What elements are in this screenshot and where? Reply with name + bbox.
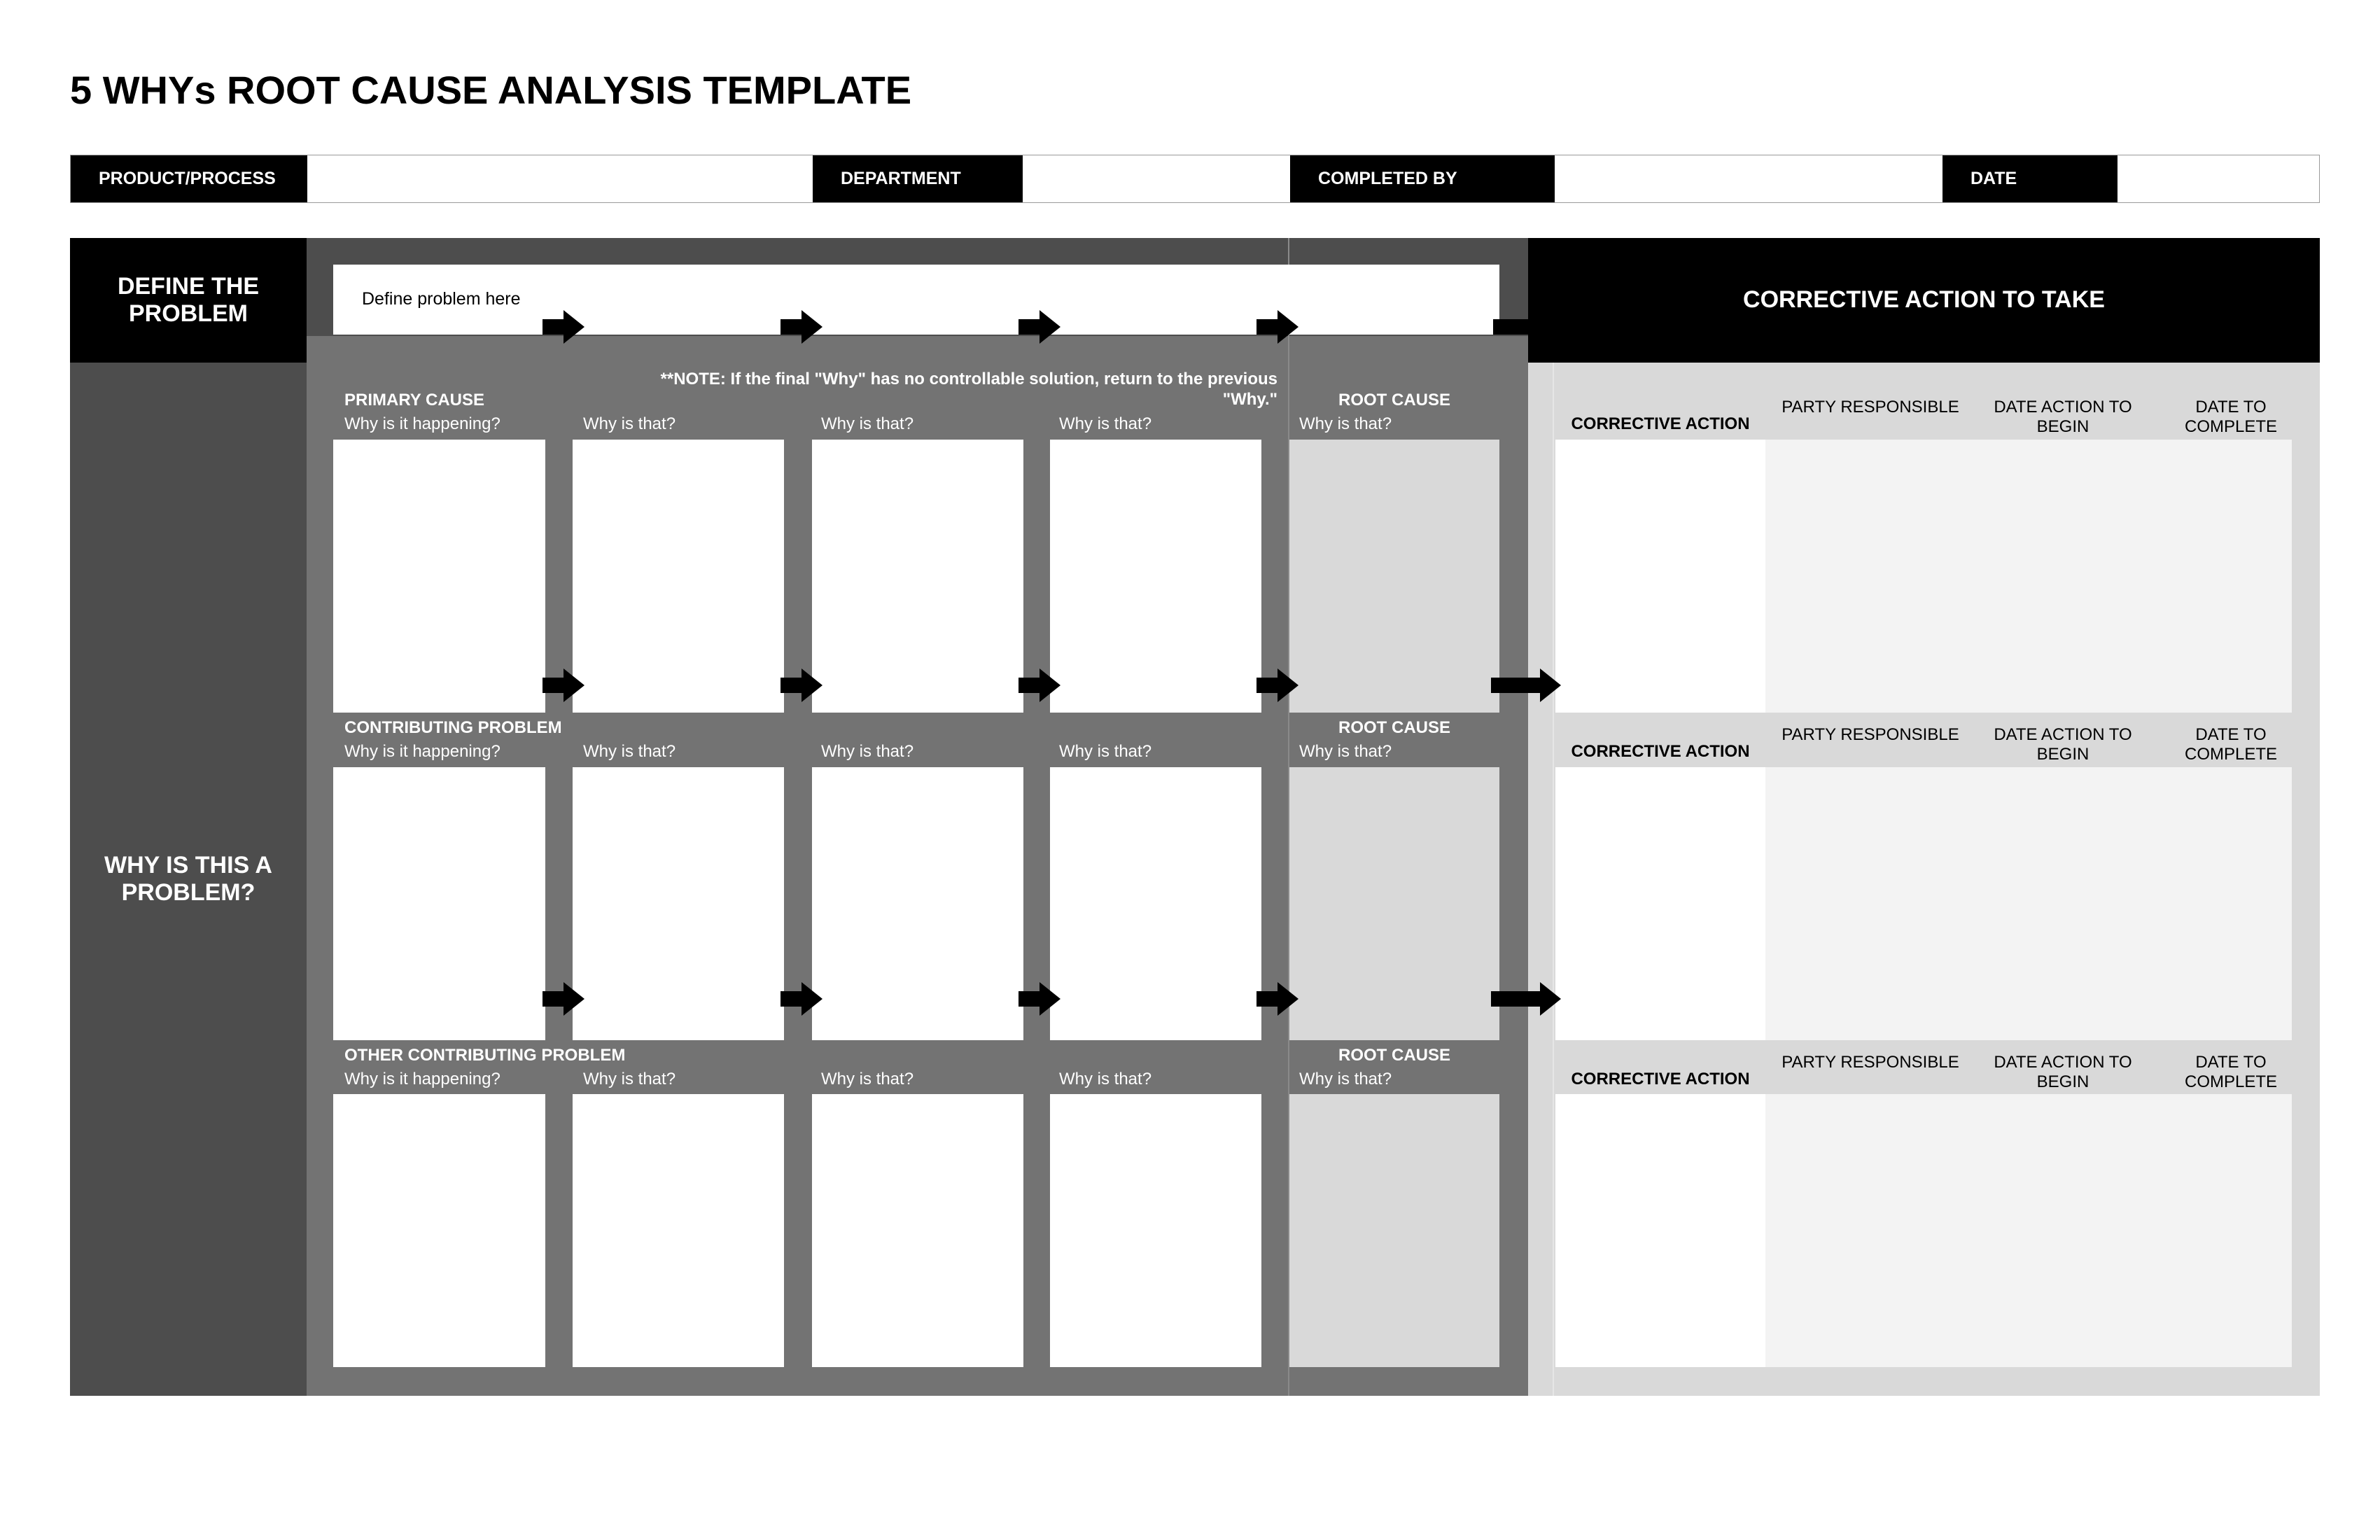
why-problem-label: WHY IS THIS A PROBLEM? <box>70 363 307 1396</box>
why-box[interactable] <box>333 1094 545 1367</box>
why-label: Why is that? <box>1059 414 1152 433</box>
date-to-complete-col-label: DATE TO COMPLETE <box>2184 398 2278 436</box>
product-process-field[interactable] <box>307 155 813 202</box>
corrective-details-box[interactable] <box>1765 1094 2292 1367</box>
why-label: Why is that? <box>583 1070 676 1088</box>
corrective-action-box[interactable] <box>1555 440 1765 713</box>
why-box[interactable] <box>573 440 784 713</box>
party-responsible-col-label: PARTY RESPONSIBLE <box>1782 1053 1959 1072</box>
why-label: Why is that? <box>1059 742 1152 761</box>
corrective-action-col-label: CORRECTIVE ACTION <box>1571 414 1750 433</box>
why-label: Why is it happening? <box>344 742 500 761</box>
arrow-right-icon <box>1018 310 1060 344</box>
corrective-action-col-label: CORRECTIVE ACTION <box>1571 1070 1750 1088</box>
arrow-right-icon <box>1256 982 1298 1016</box>
date-action-begin-col-label: DATE ACTION TO BEGIN <box>1994 725 2132 764</box>
why-box[interactable] <box>812 440 1023 713</box>
contributing-problem-label: CONTRIBUTING PROBLEM <box>344 718 562 737</box>
primary-cause-label: PRIMARY CAUSE <box>344 391 485 410</box>
corrective-details-box[interactable] <box>1765 440 2292 713</box>
product-process-label: PRODUCT/PROCESS <box>71 155 307 202</box>
completed-by-label: COMPLETED BY <box>1290 155 1555 202</box>
arrow-right-icon <box>1491 668 1561 702</box>
why-label: Why is that? <box>1059 1070 1152 1088</box>
arrow-right-icon <box>1018 668 1060 702</box>
corrective-action-header: CORRECTIVE ACTION TO TAKE <box>1528 238 2320 363</box>
arrow-right-icon <box>1256 310 1298 344</box>
date-action-begin-col-label: DATE ACTION TO BEGIN <box>1994 1053 2132 1091</box>
department-field[interactable] <box>1023 155 1290 202</box>
why-box[interactable] <box>1050 440 1261 713</box>
define-problem-placeholder: Define problem here <box>362 289 521 309</box>
why-label: Why is that? <box>583 414 676 433</box>
root-cause-why-label: Why is that? <box>1299 414 1392 433</box>
root-cause-why-label: Why is that? <box>1299 742 1392 761</box>
why-label: Why is that? <box>583 742 676 761</box>
arrow-right-icon <box>1491 982 1561 1016</box>
department-label: DEPARTMENT <box>813 155 1023 202</box>
corrective-action-box[interactable] <box>1555 1094 1765 1367</box>
date-to-complete-col-label: DATE TO COMPLETE <box>2184 1053 2278 1091</box>
why-label: Why is it happening? <box>344 414 500 433</box>
date-label: DATE <box>1942 155 2118 202</box>
why-box[interactable] <box>812 767 1023 1040</box>
root-cause-why-label: Why is that? <box>1299 1070 1392 1088</box>
arrow-right-icon <box>542 668 584 702</box>
why-box[interactable] <box>573 767 784 1040</box>
party-responsible-col-label: PARTY RESPONSIBLE <box>1782 398 1959 416</box>
other-contributing-problem-label: OTHER CONTRIBUTING PROBLEM <box>344 1046 626 1065</box>
why-box[interactable] <box>333 767 545 1040</box>
why-box[interactable] <box>1050 767 1261 1040</box>
why-box[interactable] <box>1050 1094 1261 1367</box>
arrow-right-icon <box>780 982 822 1016</box>
why-label: Why is that? <box>821 742 914 761</box>
define-problem-label: DEFINE THE PROBLEM <box>70 238 307 363</box>
root-cause-box[interactable] <box>1289 1094 1499 1367</box>
why-box[interactable] <box>333 440 545 713</box>
party-responsible-col-label: PARTY RESPONSIBLE <box>1782 725 1959 744</box>
why-label: Why is that? <box>821 1070 914 1088</box>
note-text: **NOTE: If the final "Why" has no controllable solution, return to the previous "Why." <box>660 370 1278 409</box>
connector-bar <box>1493 319 1530 335</box>
page-title: 5 WHYs ROOT CAUSE ANALYSIS TEMPLATE <box>70 68 912 112</box>
arrow-right-icon <box>542 982 584 1016</box>
panel-divider <box>1553 363 1554 1396</box>
root-cause-box[interactable] <box>1289 767 1499 1040</box>
corrective-details-box[interactable] <box>1765 767 2292 1040</box>
root-cause-box[interactable] <box>1289 440 1499 713</box>
root-cause-label: ROOT CAUSE <box>1338 1046 1450 1065</box>
arrow-right-icon <box>1018 982 1060 1016</box>
completed-by-field[interactable] <box>1555 155 1942 202</box>
date-action-begin-col-label: DATE ACTION TO BEGIN <box>1994 398 2132 436</box>
arrow-right-icon <box>542 310 584 344</box>
date-field[interactable] <box>2118 155 2319 202</box>
why-box[interactable] <box>573 1094 784 1367</box>
arrow-right-icon <box>1256 668 1298 702</box>
why-label: Why is it happening? <box>344 1070 500 1088</box>
corrective-action-col-label: CORRECTIVE ACTION <box>1571 742 1750 761</box>
root-cause-label: ROOT CAUSE <box>1338 391 1450 410</box>
corrective-action-box[interactable] <box>1555 767 1765 1040</box>
arrow-right-icon <box>780 310 822 344</box>
date-to-complete-col-label: DATE TO COMPLETE <box>2184 725 2278 764</box>
root-cause-label: ROOT CAUSE <box>1338 718 1450 737</box>
arrow-right-icon <box>780 668 822 702</box>
why-box[interactable] <box>812 1094 1023 1367</box>
why-label: Why is that? <box>821 414 914 433</box>
